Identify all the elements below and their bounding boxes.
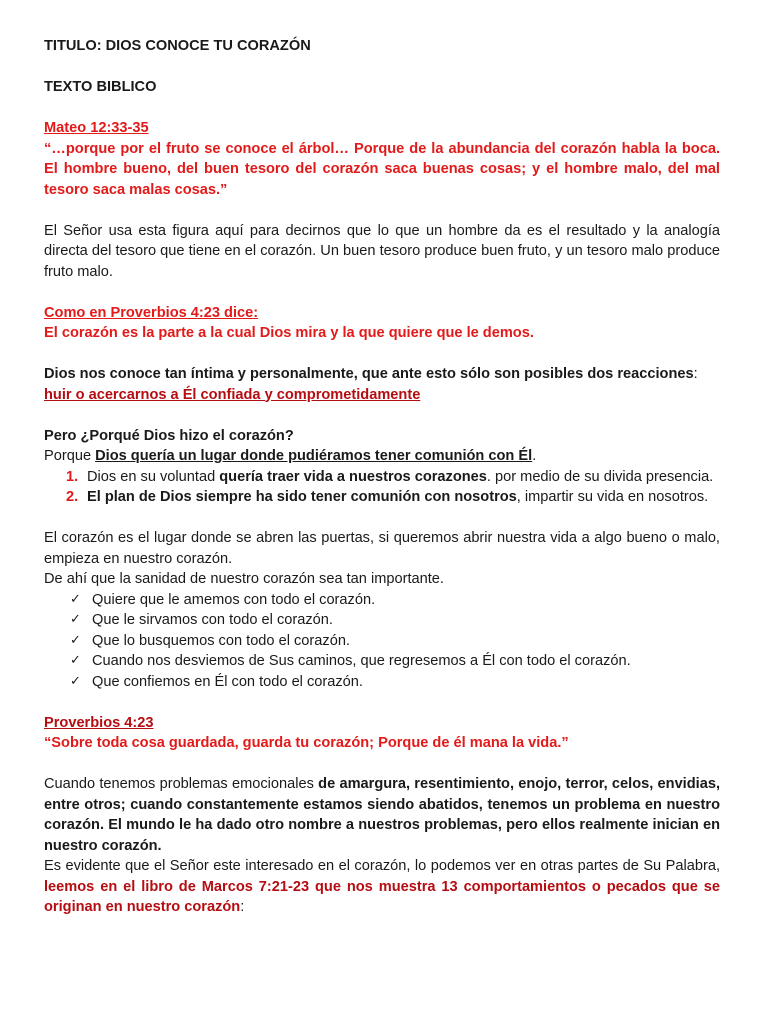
checklist-text: Que confiemos en Él con todo el corazón. bbox=[92, 673, 363, 690]
checklist bbox=[44, 590, 720, 693]
paragraph-tesoro: El Señor usa esta figura aquí para decirnos que lo que un hombre da es el resultado y la analogía directa del tesoro que tiene en el corazón. Un buen tesoro produce buen fruto, y un tesoro malo produce fruto malo. bbox=[44, 222, 720, 280]
scripture-quote-proverbios-4-23: “Sobre toda cosa guardada, guarda tu corazón; Porque de él mana la vida.” bbox=[44, 735, 569, 751]
section-label: TEXTO BIBLICO bbox=[44, 79, 157, 95]
scripture-ref-proverbios-4-23: Proverbios 4:23 bbox=[44, 714, 154, 731]
checklist-item bbox=[44, 651, 720, 672]
reacciones-colon: : bbox=[693, 366, 698, 382]
list-text-bold: quería traer vida a nuestros corazones bbox=[219, 468, 487, 485]
reacciones-bold: Dios nos conoce tan íntima y personalmente, que ante esto sólo son posibles dos reacciones bbox=[44, 366, 694, 382]
reacciones-highlight: huir o acercarnos a Él confiada y comprometidamente bbox=[44, 386, 421, 403]
list-text-post: , impartir su vida en nosotros. bbox=[516, 489, 709, 505]
problemas-pre: Cuando tenemos problemas emocionales bbox=[44, 776, 319, 792]
marcos-post: : bbox=[240, 899, 245, 915]
checklist-text: Que le sirvamos con todo el corazón. bbox=[92, 612, 333, 628]
list-text-bold: El plan de Dios siempre ha sido tener comunión con nosotros bbox=[87, 489, 517, 505]
answer-pre: Porque bbox=[44, 448, 96, 464]
marcos-pre: Es evidente que el Señor este interesado en el corazón, lo podemos ver en otras partes de Su Palabra, bbox=[44, 858, 720, 874]
scripture-ref-mateo: Mateo 12:33-35 bbox=[44, 120, 149, 136]
check-icon: ✓ bbox=[70, 653, 81, 668]
answer-paragraph bbox=[44, 446, 720, 467]
checklist-item bbox=[44, 590, 720, 611]
problemas-bold: de amargura, resentimiento, enojo, terror, celos, envidias, entre otros; cuando constantemente estamos siendo abatidos, tenemos un problema en nuestro corazón. El mundo le ha dado otro nombre a nuestros problemas, pero ellos realmente inician en nuestro corazón. bbox=[44, 776, 720, 854]
list-number: 1. bbox=[66, 468, 79, 485]
scripture-quote-mateo: “…porque por el fruto se conoce el árbol… Porque de la abundancia del corazón habla la boca. El hombre bueno, del buen tesoro del corazón saca buenas cosas; y el hombre malo, del mal tesoro saca malas cosas.” bbox=[44, 140, 720, 198]
paragraph-problemas bbox=[44, 774, 720, 856]
checklist-text: Cuando nos desviemos de Sus caminos, que regresemos a Él con todo el corazón. bbox=[92, 653, 631, 669]
question-heading: Pero ¿Porqué Dios hizo el corazón? bbox=[44, 427, 294, 444]
answer-bold: Dios quería un lugar donde pudiéramos tener comunión con Él bbox=[95, 448, 533, 464]
checklist-item bbox=[44, 631, 720, 652]
answer-post: . bbox=[532, 448, 537, 464]
list-item bbox=[44, 467, 720, 488]
checklist-item bbox=[44, 672, 720, 693]
paragraph-marcos bbox=[44, 856, 720, 918]
list-item bbox=[44, 487, 720, 508]
check-icon: ✓ bbox=[70, 591, 81, 607]
list-number: 2. bbox=[66, 489, 79, 505]
numbered-list bbox=[44, 467, 720, 508]
paragraph-puertas: El corazón es el lugar donde se abren las puertas, si queremos abrir nuestra vida a algo bueno o malo, empieza en nuestro corazón. bbox=[44, 530, 720, 567]
marcos-highlight: leemos en el libro de Marcos 7:21-23 que nos muestra 13 comportamientos o pecados que se originan en nuestro corazón bbox=[44, 878, 720, 915]
check-icon: ✓ bbox=[70, 673, 81, 689]
document-body bbox=[44, 36, 720, 918]
check-icon: ✓ bbox=[70, 612, 81, 627]
list-text-pre: Dios en su voluntad bbox=[87, 468, 220, 485]
document-title: TITULO: DIOS CONOCE TU CORAZÓN bbox=[44, 38, 311, 54]
scripture-ref-proverbios: Como en Proverbios 4:23 dice: bbox=[44, 304, 259, 321]
checklist-text: Que lo busquemos con todo el corazón. bbox=[92, 632, 350, 649]
check-icon: ✓ bbox=[70, 632, 81, 648]
list-text-post: . por medio de su divida presencia. bbox=[486, 468, 714, 485]
checklist-text: Quiere que le amemos con todo el corazón. bbox=[92, 591, 376, 608]
paragraph-sanidad: De ahí que la sanidad de nuestro corazón sea tan importante. bbox=[44, 571, 444, 587]
paragraph-reacciones bbox=[44, 364, 720, 405]
scripture-quote-proverbios: El corazón es la parte a la cual Dios mira y la que quiere que le demos. bbox=[44, 325, 534, 341]
checklist-item bbox=[44, 610, 720, 631]
